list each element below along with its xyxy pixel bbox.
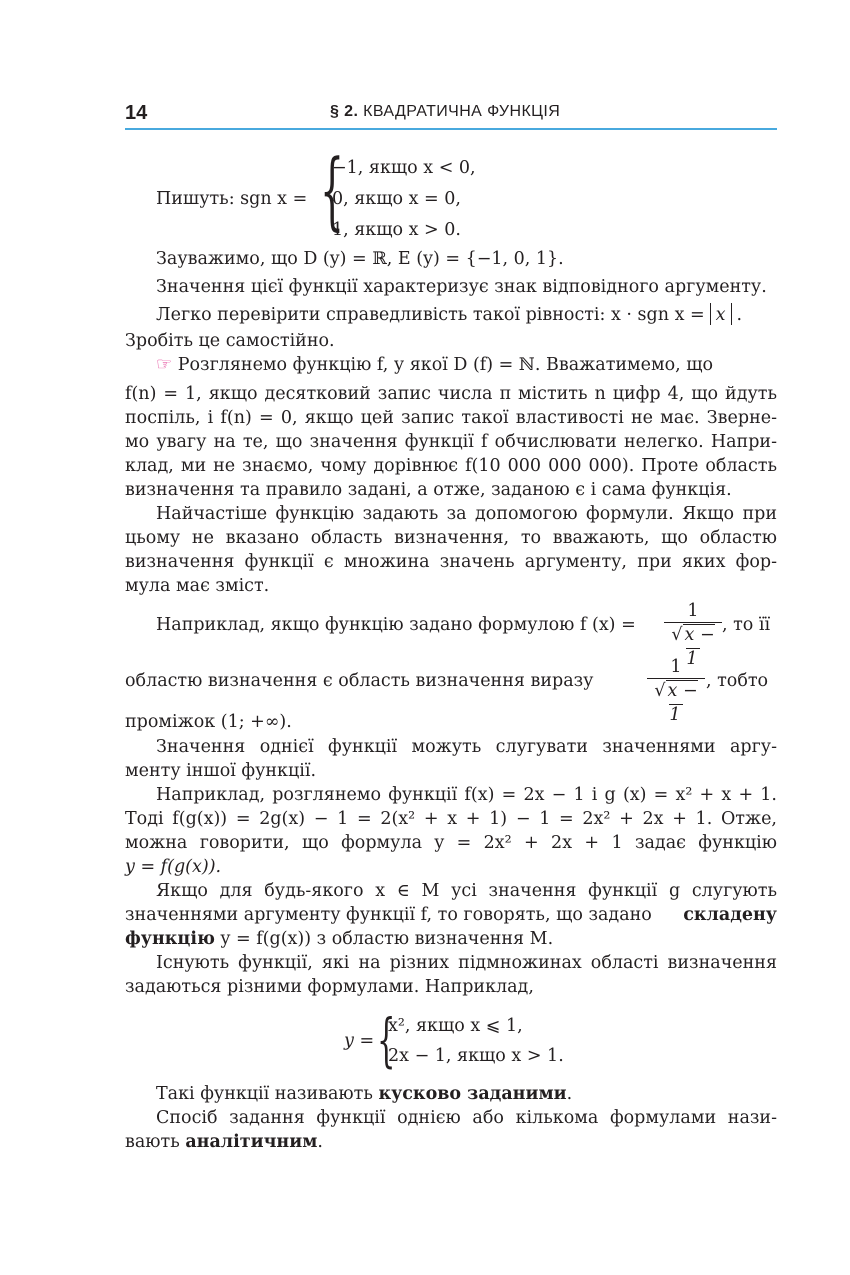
equality-text: Легко перевірити справедливість такої рівності: x · sgn x =	[156, 305, 705, 325]
term-bold: складену	[683, 905, 777, 925]
text-span: Розглянемо функцію f, у якої D (f) = ℕ. Вважатимемо, що	[177, 355, 714, 375]
term-bold: функцію	[125, 929, 215, 949]
piecewise-brace: {	[377, 1006, 396, 1074]
text-line: Наприклад, розглянемо функції f(x) = 2x − 1 і g (x) = x² + x + 1.	[156, 785, 777, 805]
text-line: задаються різними формулами. Наприклад,	[125, 977, 534, 997]
text-line: областю визначення є область визначення виразу	[125, 671, 594, 691]
text-line	[156, 303, 742, 326]
term-bold: кусково заданими	[378, 1084, 567, 1104]
text-span: вають	[125, 1132, 180, 1152]
fraction-expression	[647, 656, 705, 727]
text-line: Зробіть це самостійно.	[125, 331, 335, 351]
text-line: Значення однієї функції можуть слугувати значеннями аргу-	[156, 737, 777, 757]
fraction-numerator: 1	[687, 601, 699, 621]
abs-arg: x	[715, 305, 726, 325]
text-line: Якщо для будь-якого x ∈ M усі значення функції g слугують	[156, 881, 777, 901]
text-line: , то її	[722, 615, 771, 635]
text-line: менту іншої функції.	[125, 761, 317, 781]
piecewise-case-2: 2x − 1, якщо x > 1.	[388, 1046, 564, 1066]
text-line	[156, 1083, 572, 1105]
text-line: мо увагу на те, що значення функції f обчислювати нелегко. Напри-	[125, 432, 777, 452]
text-line: поспіль, і f(n) = 0, якщо цей запис такої властивості не має. Зверне-	[125, 408, 777, 428]
period: .	[566, 1084, 573, 1104]
text-line: Наприклад, якщо функцію задано формулою f (x) =	[156, 615, 636, 635]
text-line	[156, 354, 713, 376]
text-line	[125, 1131, 323, 1153]
term-bold: аналітичним	[185, 1132, 318, 1152]
header-rule	[125, 128, 777, 130]
section-mark: § 2.	[330, 103, 359, 120]
text-line: , тобто	[706, 671, 769, 691]
page-header	[125, 100, 777, 130]
text-line: визначення функції є множина значень аргументу, при яких фор-	[125, 552, 777, 572]
text-line: Спосіб задання функції однією або кількома формулами нази-	[156, 1108, 777, 1128]
abs-bar-right	[731, 303, 732, 325]
text-line: Найчастіше функцію задають за допомогою формули. Якщо при	[156, 504, 777, 524]
text-line	[125, 904, 777, 926]
sgn-lead: Пишуть: sgn x =	[156, 189, 308, 209]
text-line: цьому не вказано область визначення, то вважають, що областю	[125, 528, 777, 548]
piecewise-lead: y =	[344, 1031, 375, 1051]
text-line: Значення цієї функції характеризує знак відповідного аргументу.	[156, 277, 767, 297]
text-span: y = f(g(x)) з областю визначення M.	[220, 929, 554, 949]
text-line: y = f(g(x)).	[125, 857, 222, 877]
text-line: Зауважимо, що D (y) = ℝ, E (y) = {−1, 0, 1}.	[156, 249, 564, 269]
sgn-brace: {	[320, 141, 345, 239]
section-title: КВАДРАТИЧНА ФУНКЦІЯ	[363, 103, 561, 120]
text-line: клад, ми не знаємо, чому дорівнює f(10 000 000 000). Проте область	[125, 456, 777, 476]
radicand: x − 1	[667, 681, 698, 725]
period: .	[736, 305, 743, 325]
abs-bar-left	[710, 303, 711, 325]
running-head	[330, 103, 560, 121]
text-line: можна говорити, що формула y = 2x² + 2x + 1 задає функцію	[125, 833, 777, 853]
text-line: визначення та правило задані, а отже, заданою є і сама функція.	[125, 480, 732, 500]
sgn-case-3: 1, якщо x > 0.	[332, 220, 461, 240]
text-line: Тоді f(g(x)) = 2g(x) − 1 = 2(x² + x + 1) − 1 = 2x² + 2x + 1. Отже,	[125, 809, 777, 829]
page-number: 14	[125, 102, 148, 124]
sgn-case-2: 0, якщо x = 0,	[332, 189, 461, 209]
text-span: значеннями аргументу функції f, то говорять, що задано	[125, 905, 652, 925]
text-line: мула має зміст.	[125, 576, 270, 596]
fraction-numerator: 1	[670, 657, 682, 677]
text-span: Такі функції називають	[156, 1084, 373, 1104]
text-line: f(n) = 1, якщо десятковий запис числа π містить n цифр 4, що йдуть	[125, 384, 777, 404]
fraction-denominator: √ x − 1	[671, 625, 715, 669]
fraction-denominator: √ x − 1	[654, 681, 698, 725]
text-line: Існують функції, які на різних підмножинах області визначення	[156, 953, 777, 973]
radicand: x − 1	[684, 625, 715, 669]
sgn-case-1: −1, якщо x < 0,	[332, 158, 476, 178]
piecewise-case-1: x², якщо x ⩽ 1,	[388, 1016, 523, 1036]
text-line: проміжок (1; +∞).	[125, 712, 292, 732]
text-line	[125, 928, 553, 950]
hand-pointer-icon: ☞	[156, 354, 173, 375]
period: .	[317, 1132, 323, 1152]
